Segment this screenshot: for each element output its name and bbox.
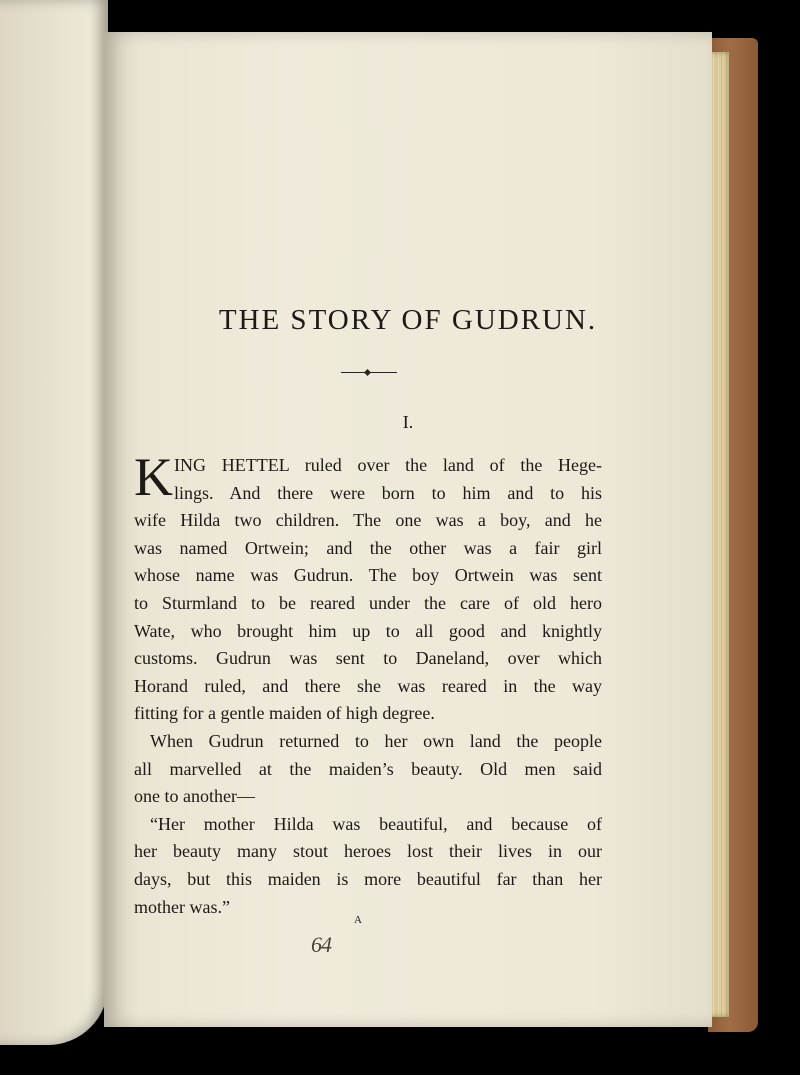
text-line: one to another— xyxy=(134,786,255,807)
page-title: THE STORY OF GUDRUN. xyxy=(218,304,598,336)
right-page xyxy=(104,32,712,1027)
text-line: ING HETTEL ruled over the land of the Hege- xyxy=(174,455,602,475)
text-line: Wate, who brought him up to all good and knightly xyxy=(134,620,602,641)
drop-cap: K xyxy=(134,447,173,507)
title-ornament xyxy=(341,370,397,376)
chapter-number: I. xyxy=(402,412,414,432)
text-line: When Gudrun returned to her own land the people xyxy=(150,730,602,751)
text-line: mother was.” xyxy=(134,896,230,917)
text-line: to Sturmland to be reared under the care of old hero xyxy=(134,592,602,613)
text-line: was named Ortwein; and the other was a fair girl xyxy=(134,537,602,558)
text-line: fitting for a gentle maiden of high degree. xyxy=(134,703,435,724)
text-line: wife Hilda two children. The one was a boy, and he xyxy=(134,510,602,531)
text-line: whose name was Gudrun. The boy Ortwein was sent xyxy=(134,565,602,586)
body-text xyxy=(134,447,602,921)
text-line: Horand ruled, and there she was reared in the way xyxy=(134,675,602,696)
handwritten-note: 64 xyxy=(311,932,331,957)
signature-mark: A xyxy=(354,914,362,926)
left-page xyxy=(0,0,108,1045)
text-line: lings. And there were born to him and to his xyxy=(174,482,602,503)
ornament-diamond xyxy=(364,369,371,376)
text-line: her beauty many stout heroes lost their lives in our xyxy=(134,841,602,862)
text-line: days, but this maiden is more beautiful far than her xyxy=(134,868,602,889)
text-line: “Her mother Hilda was beautiful, and because of xyxy=(150,813,602,834)
text-line: all marvelled at the maiden’s beauty. Old men said xyxy=(134,758,602,779)
text-line: customs. Gudrun was sent to Daneland, over which xyxy=(134,648,602,669)
